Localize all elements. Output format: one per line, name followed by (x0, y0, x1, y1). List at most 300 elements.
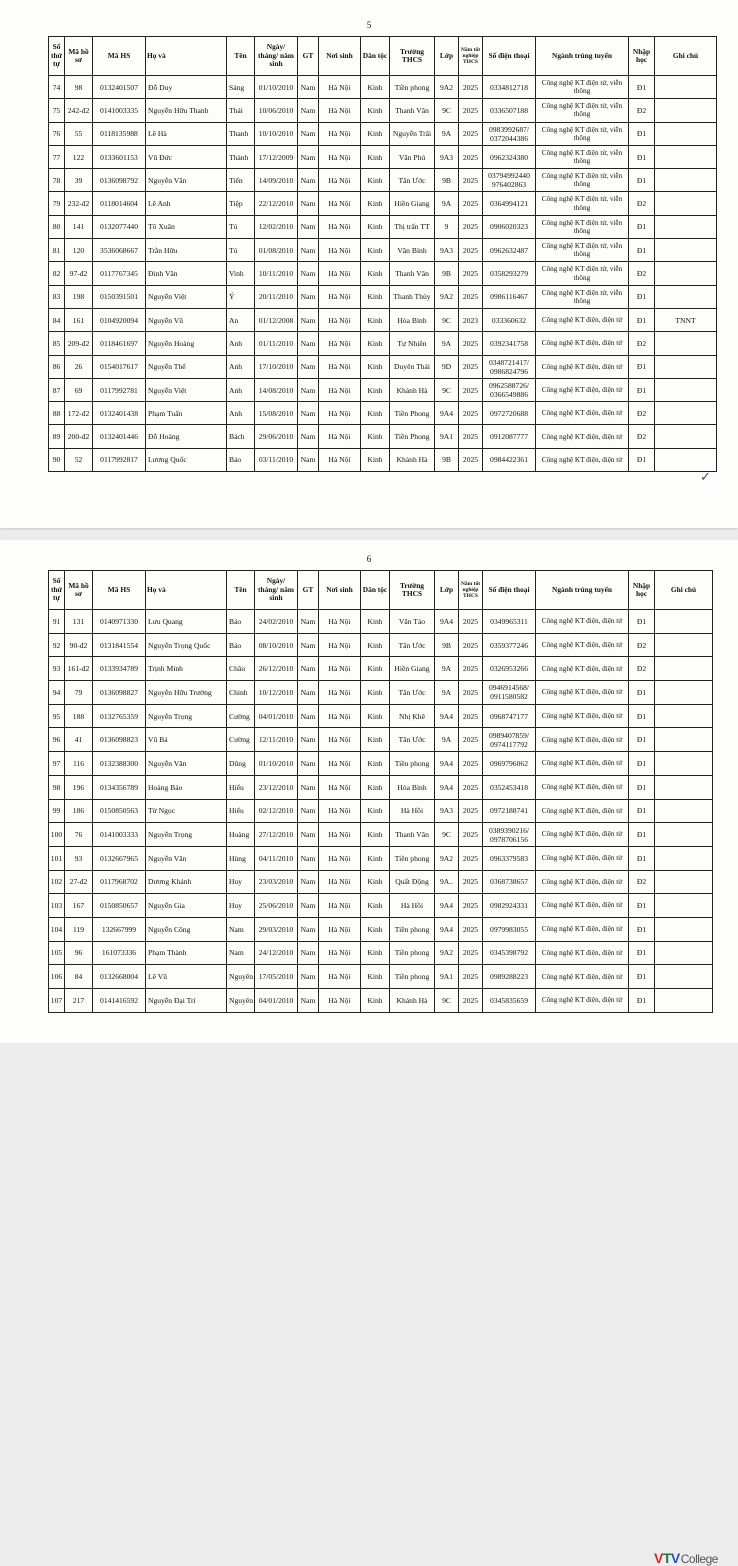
document-page-5 (0, 0, 738, 528)
cell-truong: Khánh Hà (390, 989, 435, 1013)
cell-ho-va: Đỗ Duy (146, 76, 227, 99)
cell-sdt: 0962324380 (483, 145, 536, 168)
cell-noi-sinh: Hà Nội (319, 657, 361, 681)
cell-truong: Tiền phong (390, 965, 435, 989)
cell-ten: Hiếu (227, 799, 255, 823)
cell-nam-tn: 2025 (459, 989, 483, 1013)
cell-gt: Nam (298, 870, 319, 894)
cell-ho-va: Lương Quốc (146, 448, 227, 471)
cell-gt: Nam (298, 76, 319, 99)
table-row (49, 355, 717, 378)
table-row (49, 681, 713, 705)
cell-ho-va: Lê Anh (146, 192, 227, 215)
cell-ghi-chu (655, 704, 713, 728)
cell-ghi-chu (655, 965, 713, 989)
cell-lop: 9B (435, 448, 459, 471)
cell-gt: Nam (298, 965, 319, 989)
cell-nam-tn: 2025 (459, 894, 483, 918)
cell-lop: 9A (435, 728, 459, 752)
table-row (49, 752, 713, 776)
cell-ngay-sinh: 14/08/2010 (255, 378, 298, 401)
cell-sdt: 0962588726/ 0366549886 (483, 378, 536, 401)
cell-ngay-sinh: 10/10/2010 (255, 122, 298, 145)
cell-stt: 76 (49, 122, 65, 145)
cell-ma-ho-so: 122 (65, 145, 93, 168)
cell-ngay-sinh: 17/12/2009 (255, 145, 298, 168)
cell-stt: 90 (49, 448, 65, 471)
cell-nganh: Công nghệ KT điện tử, viễn thông (536, 215, 629, 238)
cell-noi-sinh: Hà Nội (319, 870, 361, 894)
cell-gt: Nam (298, 285, 319, 308)
cell-ma-ho-so: 97-đ2 (65, 262, 93, 285)
cell-ngay-sinh: 10/12/2010 (255, 681, 298, 705)
cell-sdt: 0986116467 (483, 285, 536, 308)
cell-lop: 9B (435, 262, 459, 285)
cell-gt: Nam (298, 378, 319, 401)
cell-truong: Thanh Văn (390, 823, 435, 847)
cell-noi-sinh: Hà Nội (319, 239, 361, 262)
cell-dan-toc: Kinh (361, 965, 390, 989)
cell-ghi-chu (655, 917, 713, 941)
cell-lop: 9A3 (435, 799, 459, 823)
cell-sdt: 0968747177 (483, 704, 536, 728)
col-header-stt: Số thứ tự (49, 37, 65, 76)
cell-ma-ho-so: 188 (65, 704, 93, 728)
cell-ho-va: Nguyễn Vũ (146, 308, 227, 331)
cell-ghi-chu (655, 775, 713, 799)
col-header-stt: Số thứ tự (49, 571, 65, 610)
cell-nganh: Công nghệ KT điện, điện tử (536, 846, 629, 870)
cell-dan-toc: Kinh (361, 657, 390, 681)
cell-dan-toc: Kinh (361, 145, 390, 168)
col-header-ma-ho-so: Mã hồ sơ (65, 571, 93, 610)
cell-stt: 91 (49, 610, 65, 634)
cell-nam-tn: 2025 (459, 965, 483, 989)
cell-nam-tn: 2025 (459, 704, 483, 728)
cell-nganh: Công nghệ KT điện, điện tử (536, 894, 629, 918)
cell-gt: Nam (298, 332, 319, 355)
cell-dan-toc: Kinh (361, 681, 390, 705)
cell-gt: Nam (298, 169, 319, 192)
cell-nganh: Công nghệ KT điện, điện tử (536, 425, 629, 448)
table-row (49, 657, 713, 681)
cell-ngay-sinh: 12/02/2010 (255, 215, 298, 238)
cell-sdt: 0349965311 (483, 610, 536, 634)
cell-ten: Thành (227, 145, 255, 168)
cell-nam-tn: 2025 (459, 775, 483, 799)
cell-gt: Nam (298, 239, 319, 262)
cell-ngay-sinh: 25/06/2010 (255, 894, 298, 918)
cell-stt: 101 (49, 846, 65, 870)
cell-nhap-hoc: Đ1 (629, 285, 655, 308)
cell-gt: Nam (298, 823, 319, 847)
cell-noi-sinh: Hà Nội (319, 989, 361, 1013)
cell-ma-hs: 0133601153 (93, 145, 146, 168)
table-row (49, 169, 717, 192)
cell-nam-tn: 2025 (459, 99, 483, 122)
cell-stt: 82 (49, 262, 65, 285)
cell-ho-va: Vũ Bá (146, 728, 227, 752)
cell-nhap-hoc: Đ1 (629, 169, 655, 192)
cell-noi-sinh: Hà Nội (319, 728, 361, 752)
cell-ma-hs: 0140971330 (93, 610, 146, 634)
cell-dan-toc: Kinh (361, 775, 390, 799)
cell-ten: Chinh (227, 681, 255, 705)
cell-lop: 9A1 (435, 425, 459, 448)
cell-stt: 75 (49, 99, 65, 122)
cell-nhap-hoc: Đ1 (629, 823, 655, 847)
cell-truong: Duyên Thái (390, 355, 435, 378)
cell-ho-va: Nguyễn Trọng (146, 823, 227, 847)
cell-dan-toc: Kinh (361, 894, 390, 918)
cell-ma-hs: 0150850657 (93, 894, 146, 918)
cell-noi-sinh: Hà Nội (319, 448, 361, 471)
checkmark-icon: ✓ (700, 470, 711, 485)
cell-noi-sinh: Hà Nội (319, 681, 361, 705)
cell-nganh: Công nghệ KT điện, điện tử (536, 704, 629, 728)
cell-noi-sinh: Hà Nội (319, 285, 361, 308)
col-header-dan-toc: Dân tộc (361, 37, 390, 76)
cell-ho-va: Nguyễn Trọng (146, 704, 227, 728)
cell-ma-hs: 0132401438 (93, 402, 146, 425)
cell-ngay-sinh: 01/12/2008 (255, 308, 298, 331)
cell-ma-hs: 0118461697 (93, 332, 146, 355)
cell-sdt: 0345398792 (483, 941, 536, 965)
cell-dan-toc: Kinh (361, 378, 390, 401)
cell-ma-hs: 0141416592 (93, 989, 146, 1013)
cell-ma-ho-so: 39 (65, 169, 93, 192)
cell-truong: Khánh Hà (390, 378, 435, 401)
cell-gt: Nam (298, 192, 319, 215)
cell-ngay-sinh: 29/06/2010 (255, 425, 298, 448)
cell-sdt: 0368738657 (483, 870, 536, 894)
cell-ghi-chu (655, 681, 713, 705)
cell-gt: Nam (298, 262, 319, 285)
cell-ghi-chu (655, 989, 713, 1013)
cell-ghi-chu (655, 402, 717, 425)
cell-ghi-chu (655, 941, 713, 965)
cell-sdt: 0389390216/ 0978706156 (483, 823, 536, 847)
cell-ghi-chu (655, 192, 717, 215)
cell-nganh: Công nghệ KT điện tử, viễn thông (536, 99, 629, 122)
col-header-ma-ho-so: Mã hồ sơ (65, 37, 93, 76)
col-header-sdt: Số điện thoại (483, 571, 536, 610)
cell-gt: Nam (298, 425, 319, 448)
cell-ngay-sinh: 20/11/2010 (255, 285, 298, 308)
table-row (49, 633, 713, 657)
col-header-gt: GT (298, 571, 319, 610)
cell-lop: 9A2 (435, 941, 459, 965)
cell-stt: 79 (49, 192, 65, 215)
cell-dan-toc: Kinh (361, 239, 390, 262)
cell-noi-sinh: Hà Nội (319, 775, 361, 799)
cell-ho-va: Phạm Thành (146, 941, 227, 965)
cell-ma-hs: 0117992817 (93, 448, 146, 471)
cell-ho-va: Nguyễn Văn (146, 846, 227, 870)
cell-sdt: 0359377246 (483, 633, 536, 657)
cell-sdt: 0336507188 (483, 99, 536, 122)
cell-ngay-sinh: 17/05/2010 (255, 965, 298, 989)
cell-nhap-hoc: Đ1 (629, 704, 655, 728)
cell-dan-toc: Kinh (361, 728, 390, 752)
table-row (49, 262, 717, 285)
cell-noi-sinh: Hà Nội (319, 965, 361, 989)
cell-ma-hs: 0136098792 (93, 169, 146, 192)
cell-ma-ho-so: 217 (65, 989, 93, 1013)
cell-ghi-chu (655, 823, 713, 847)
cell-ghi-chu (655, 870, 713, 894)
cell-nganh: Công nghệ KT điện, điện tử (536, 917, 629, 941)
cell-stt: 89 (49, 425, 65, 448)
cell-ho-va: Từ Ngọc (146, 799, 227, 823)
cell-ma-hs: 0133934789 (93, 657, 146, 681)
cell-ghi-chu (655, 752, 713, 776)
cell-dan-toc: Kinh (361, 448, 390, 471)
cell-stt: 80 (49, 215, 65, 238)
cell-lop: 9A4 (435, 894, 459, 918)
cell-ma-hs: 3536068667 (93, 239, 146, 262)
cell-nganh: Công nghệ KT điện, điện tử (536, 332, 629, 355)
cell-truong: Tiền phong (390, 917, 435, 941)
cell-nam-tn: 2025 (459, 728, 483, 752)
cell-gt: Nam (298, 657, 319, 681)
cell-gt: Nam (298, 941, 319, 965)
cell-nam-tn: 2025 (459, 846, 483, 870)
cell-ma-hs: 0132401507 (93, 76, 146, 99)
cell-ngay-sinh: 15/08/2010 (255, 402, 298, 425)
cell-ma-ho-so: 55 (65, 122, 93, 145)
cell-noi-sinh: Hà Nội (319, 894, 361, 918)
cell-dan-toc: Kinh (361, 332, 390, 355)
cell-stt: 105 (49, 941, 65, 965)
col-header-nhap-hoc: Nhập học (629, 37, 655, 76)
cell-ma-ho-so: 167 (65, 894, 93, 918)
cell-dan-toc: Kinh (361, 122, 390, 145)
cell-ten: Anh (227, 355, 255, 378)
cell-nganh: Công nghệ KT điện tử, viễn thông (536, 76, 629, 99)
cell-ma-ho-so: 161-đ2 (65, 657, 93, 681)
cell-ma-ho-so: 26 (65, 355, 93, 378)
cell-ten: Bách (227, 425, 255, 448)
table-row (49, 239, 717, 262)
cell-truong: Văn Tảo (390, 610, 435, 634)
col-header-truong: Trường THCS (390, 37, 435, 76)
cell-sdt: 0989407859/ 0974117792 (483, 728, 536, 752)
cell-ten: Tiến (227, 169, 255, 192)
cell-ma-ho-so: 84 (65, 965, 93, 989)
cell-gt: Nam (298, 308, 319, 331)
cell-truong: Tân Ước (390, 681, 435, 705)
cell-lop: 9B (435, 633, 459, 657)
cell-noi-sinh: Hà Nội (319, 378, 361, 401)
cell-ghi-chu (655, 355, 717, 378)
cell-nganh: Công nghệ KT điện, điện tử (536, 941, 629, 965)
cell-ten: Dũng (227, 752, 255, 776)
cell-stt: 94 (49, 681, 65, 705)
table-row (49, 917, 713, 941)
cell-nhap-hoc: Đ1 (629, 775, 655, 799)
col-header-ngay-sinh: Ngày/ tháng/ năm sinh (255, 37, 298, 76)
cell-nganh: Công nghệ KT điện tử, viễn thông (536, 169, 629, 192)
cell-stt: 103 (49, 894, 65, 918)
cell-sdt: 0326953266 (483, 657, 536, 681)
cell-nam-tn: 2025 (459, 332, 483, 355)
cell-nam-tn: 2025 (459, 917, 483, 941)
cell-ma-hs: 132667999 (93, 917, 146, 941)
cell-noi-sinh: Hà Nội (319, 846, 361, 870)
cell-ten: Thanh (227, 122, 255, 145)
cell-dan-toc: Kinh (361, 169, 390, 192)
cell-nam-tn: 2023 (459, 308, 483, 331)
col-header-truong: Trường THCS (390, 571, 435, 610)
cell-gt: Nam (298, 799, 319, 823)
cell-ho-va: Nguyễn Hữu Trường (146, 681, 227, 705)
cell-ma-hs: 0136098823 (93, 728, 146, 752)
table-row (49, 704, 713, 728)
cell-ma-hs: 0150850563 (93, 799, 146, 823)
cell-gt: Nam (298, 775, 319, 799)
cell-ten: Cường (227, 704, 255, 728)
cell-truong: Tiền phong (390, 752, 435, 776)
cell-nhap-hoc: Đ2 (629, 657, 655, 681)
cell-nganh: Công nghệ KT điện, điện tử (536, 823, 629, 847)
cell-nhap-hoc: Đ2 (629, 425, 655, 448)
cell-ten: Thái (227, 99, 255, 122)
cell-noi-sinh: Hà Nội (319, 215, 361, 238)
col-header-dan-toc: Dân tộc (361, 571, 390, 610)
table-row (49, 894, 713, 918)
cell-ma-ho-so: 76 (65, 823, 93, 847)
cell-ten: Hoàng (227, 823, 255, 847)
cell-nhap-hoc: Đ1 (629, 965, 655, 989)
cell-ghi-chu (655, 285, 717, 308)
cell-ghi-chu (655, 633, 713, 657)
cell-nhap-hoc: Đ1 (629, 681, 655, 705)
cell-stt: 98 (49, 775, 65, 799)
cell-ma-hs: 0132765359 (93, 704, 146, 728)
cell-truong: Thanh Văn (390, 99, 435, 122)
col-header-noi-sinh: Nơi sinh (319, 37, 361, 76)
cell-sdt: 0364994121 (483, 192, 536, 215)
col-header-nganh: Ngành trúng tuyển (536, 571, 629, 610)
cell-gt: Nam (298, 215, 319, 238)
table-row (49, 285, 717, 308)
cell-sdt: 0972720688 (483, 402, 536, 425)
cell-nganh: Công nghệ KT điện tử, viễn thông (536, 239, 629, 262)
cell-lop: 9A4 (435, 775, 459, 799)
table-row (49, 610, 713, 634)
cell-ten: Tiệp (227, 192, 255, 215)
cell-ghi-chu (655, 99, 717, 122)
cell-nhap-hoc: Đ1 (629, 76, 655, 99)
cell-truong: Thanh Thùy (390, 285, 435, 308)
cell-lop: 9A4 (435, 704, 459, 728)
student-table (48, 36, 717, 472)
cell-dan-toc: Kinh (361, 402, 390, 425)
cell-nhap-hoc: Đ2 (629, 633, 655, 657)
cell-nganh: Công nghệ KT điện, điện tử (536, 378, 629, 401)
cell-noi-sinh: Hà Nội (319, 799, 361, 823)
cell-sdt: 0912087777 (483, 425, 536, 448)
cell-truong: Tiền Phong (390, 402, 435, 425)
cell-truong: Tiền phong (390, 846, 435, 870)
cell-stt: 77 (49, 145, 65, 168)
cell-dan-toc: Kinh (361, 704, 390, 728)
cell-stt: 106 (49, 965, 65, 989)
cell-nganh: Công nghệ KT điện, điện tử (536, 870, 629, 894)
cell-lop: 9A (435, 657, 459, 681)
cell-ma-ho-so: 27-đ2 (65, 870, 93, 894)
cell-nhap-hoc: Đ2 (629, 332, 655, 355)
cell-noi-sinh: Hà Nội (319, 752, 361, 776)
cell-ten: Tú (227, 239, 255, 262)
cell-sdt: 0989288223 (483, 965, 536, 989)
cell-ngay-sinh: 01/10/2010 (255, 752, 298, 776)
cell-lop: 9A2 (435, 285, 459, 308)
cell-truong: Hòa Bình (390, 775, 435, 799)
cell-stt: 99 (49, 799, 65, 823)
cell-ho-va: Nguyễn Văn (146, 169, 227, 192)
cell-dan-toc: Kinh (361, 752, 390, 776)
cell-stt: 78 (49, 169, 65, 192)
cell-stt: 104 (49, 917, 65, 941)
cell-sdt: 0962632487 (483, 239, 536, 262)
cell-stt: 74 (49, 76, 65, 99)
student-table (48, 570, 713, 1013)
cell-truong: Tiền phong (390, 941, 435, 965)
col-header-ghi-chu: Ghi chú (655, 571, 713, 610)
cell-lop: 9A4 (435, 917, 459, 941)
cell-lop: 9A4 (435, 610, 459, 634)
cell-ghi-chu (655, 262, 717, 285)
cell-lop: 9A1 (435, 965, 459, 989)
cell-ngay-sinh: 02/12/2010 (255, 799, 298, 823)
cell-ho-va: Nguyễn Hoàng (146, 332, 227, 355)
cell-nganh: Công nghệ KT điện, điện tử (536, 610, 629, 634)
cell-nhap-hoc: Đ1 (629, 215, 655, 238)
cell-ho-va: Dương Khánh (146, 870, 227, 894)
cell-lop: 9B (435, 169, 459, 192)
col-header-nhap-hoc: Nhập học (629, 571, 655, 610)
cell-nhap-hoc: Đ1 (629, 448, 655, 471)
cell-gt: Nam (298, 704, 319, 728)
cell-sdt: 0972188741 (483, 799, 536, 823)
cell-sdt: 03794992440 976402863 (483, 169, 536, 192)
cell-ngay-sinh: 08/10/2010 (255, 633, 298, 657)
cell-gt: Nam (298, 917, 319, 941)
cell-ten: Nam (227, 917, 255, 941)
cell-ten: Hùng (227, 846, 255, 870)
cell-gt: Nam (298, 633, 319, 657)
table-row (49, 145, 717, 168)
table-row (49, 402, 717, 425)
cell-truong: Tân Ước (390, 728, 435, 752)
cell-ho-va: Trần Hữu (146, 239, 227, 262)
cell-nam-tn: 2025 (459, 402, 483, 425)
cell-noi-sinh: Hà Nội (319, 169, 361, 192)
cell-ho-va: Đinh Văn (146, 262, 227, 285)
col-header-ten: Tên (227, 571, 255, 610)
cell-ngay-sinh: 14/09/2010 (255, 169, 298, 192)
cell-stt: 84 (49, 308, 65, 331)
cell-ten: Anh (227, 402, 255, 425)
cell-truong: Tân Ước (390, 169, 435, 192)
cell-ten: Bảo (227, 448, 255, 471)
cell-dan-toc: Kinh (361, 425, 390, 448)
cell-nam-tn: 2025 (459, 285, 483, 308)
cell-gt: Nam (298, 894, 319, 918)
cell-nam-tn: 2025 (459, 633, 483, 657)
